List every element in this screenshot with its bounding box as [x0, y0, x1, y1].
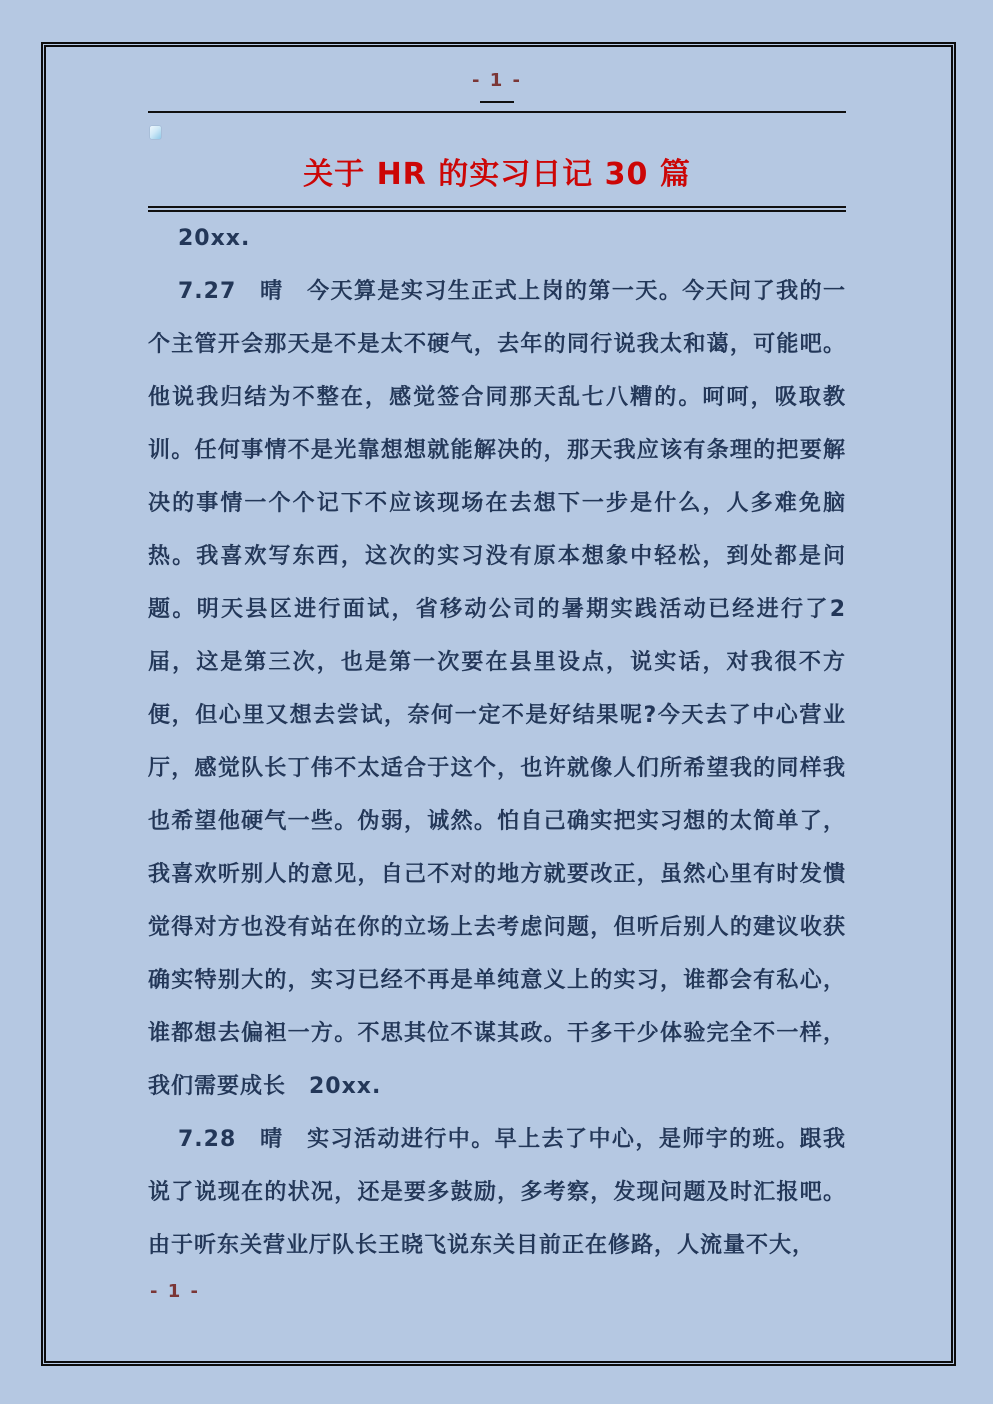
header-rule: [148, 111, 846, 113]
document-body: [148, 212, 846, 1272]
inline-image-icon: [150, 126, 161, 139]
paragraph-diary-entry-728: 7.28 晴 实习活动进行中。早上去了中心，是师宇的班。跟我说了说现在的状况，还是要多鼓励，多考察，发现问题及时汇报吧。由于听东关营业厅队长王晓飞说东关目前正在修路，人流量不大，: [148, 1127, 846, 1258]
header-page-number: - 1 -: [472, 70, 522, 91]
paragraph-date-header: 20xx.: [178, 226, 251, 251]
page-number-underline: [480, 101, 514, 103]
paragraph-diary-entry-727: 7.27 晴 今天算是实习生正式上岗的第一天。今天问了我的一个主管开会那天是不是太不硬气，去年的同行说我太和蔼，可能吧。他说我归结为不整在，感觉签合同那天乱七八糟的。呵呵，吸取教训。任何事情不是光靠想想就能解决的，那天我应该有条理的把要解决的事情一个个记下不应该现场在去想下一步是什么，人多难免脑热。我喜欢写东西，这次的实习没有原本想象中轻松，到处都是问题。明天县区进行面试，省移动公司的暑期实践活动已经进行了2届，这是第三次，也是第一次要在县里设点，说实话，对我很不方便，但心里又想去尝试，奈何一定不是好结果呢?今天去了中心营业厅，感觉队长丁伟不太适合于这个，也许就像人们所希望我的同样我也希望他硬气一些。伪弱，诚然。怕自己确实把实习想的太简单了，我喜欢听别人的意见，自己不对的地方就要改正，虽然心里有时发憒觉得对方也没有站在你的立场上去考虑问题，但听后别人的建议收获确实特别大的，实习已经不再是单纯意义上的实习，谁都会有私心，谁都想去偏袒一方。不思其位不谋其政。干多干少体验完全不一样，我们需要成长 20xx.: [148, 279, 846, 1099]
document-title: 关于 HR 的实习日记 30 篇: [303, 157, 691, 192]
footer-page-number: - 1 -: [150, 1281, 200, 1302]
